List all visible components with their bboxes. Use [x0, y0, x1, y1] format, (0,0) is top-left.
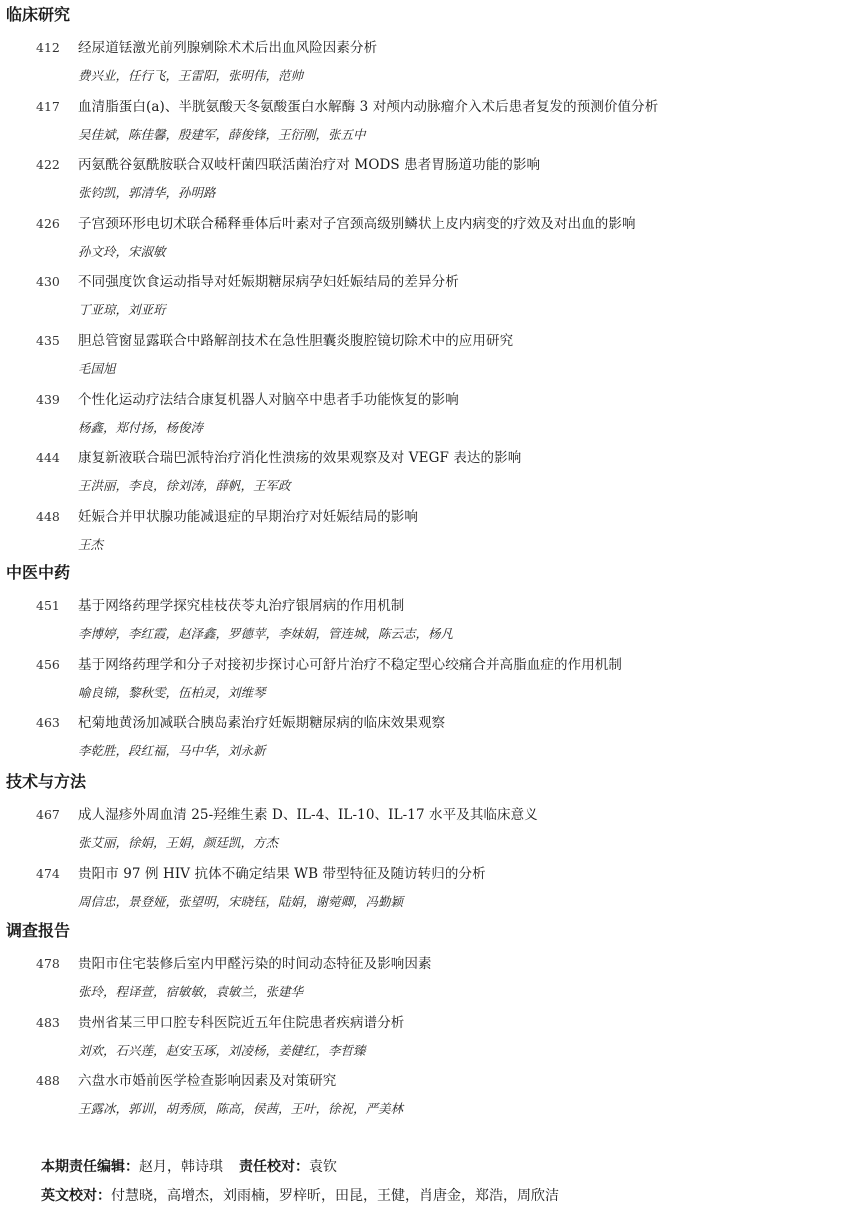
article-authors: 张艾丽，徐娟，王娟，颜廷凯，方杰 — [78, 835, 279, 850]
proofreader-label: 责任校对： — [239, 1159, 309, 1175]
article-title[interactable]: 妊娠合并甲状腺功能减退症的早期治疗对妊娠结局的影响 — [78, 508, 418, 525]
article-authors: 费兴业，任行飞，王雷阳，张明伟，范帅 — [78, 68, 304, 83]
article-title[interactable]: 个性化运动疗法结合康复机器人对脑卒中患者手功能恢复的影响 — [78, 391, 459, 408]
editor-label: 本期责任编辑： — [41, 1159, 139, 1175]
english-proof-label: 英文校对： — [41, 1188, 111, 1204]
article-title[interactable]: 六盘水市婚前医学检查影响因素及对策研究 — [78, 1073, 337, 1090]
article-authors: 杨鑫，郑付扬，杨俊涛 — [78, 419, 204, 435]
article-entry[interactable] — [0, 37, 857, 93]
article-title[interactable]: 康复新液联合瑞巴派特治疗消化性溃疡的效果观察及对 VEGF 表达的影响 — [78, 450, 522, 467]
article-title[interactable]: 成人湿疹外周血清 25-羟维生素 D、IL-4、IL-10、IL-17 水平及其临床意义 — [78, 807, 538, 823]
article-title[interactable]: 丙氨酰谷氨酰胺联合双岐杆菌四联活菌治疗对 MODS 患者胃肠道功能的影响 — [78, 157, 541, 174]
page-number: 463 — [36, 715, 60, 731]
article-title[interactable]: 基于网络药理学探究桂枝茯苓丸治疗银屑病的作用机制 — [78, 598, 405, 614]
page-number: 417 — [36, 98, 60, 114]
page-number: 422 — [36, 157, 60, 173]
page-number: 412 — [36, 40, 60, 55]
article-entry[interactable] — [0, 96, 857, 152]
article-title[interactable]: 贵阳市住宅装修后室内甲醛污染的时间动态特征及影响因素 — [78, 956, 432, 972]
article-authors: 张钧凯，郭清华，孙明路 — [78, 185, 216, 201]
article-title[interactable]: 子宫颈环形电切术联合稀释垂体后叶素对子宫颈高级别鳞状上皮内病变的疗效及对出血的影响 — [78, 215, 636, 232]
page-number: 430 — [36, 274, 60, 290]
section-heading: 技术与方法 — [6, 772, 87, 791]
page-number: 439 — [36, 391, 60, 407]
article-authors: 王露冰，郭训，胡秀颀，陈高，侯茜，王叶，徐祝，严美林 — [78, 1101, 404, 1117]
article-entry[interactable] — [0, 595, 857, 651]
article-title[interactable]: 杞菊地黄汤加减联合胰岛素治疗妊娠期糖尿病的临床效果观察 — [78, 715, 446, 732]
section-heading: 临床研究 — [6, 5, 71, 24]
page-number: 444 — [36, 450, 60, 466]
article-title[interactable]: 血清脂蛋白(a)、半胱氨酸天冬氨酸蛋白水解酶 3 对颅内动脉瘤介入术后患者复发的预测价值分析 — [78, 98, 659, 115]
article-authors: 喻良锦，黎秋雯，伍柏灵，刘维琴 — [78, 684, 266, 700]
article-title[interactable]: 贵阳市 97 例 HIV 抗体不确定结果 WB 带型特征及随访转归的分析 — [78, 865, 486, 882]
english-proof-credits — [41, 1185, 559, 1207]
english-proof-names: 付慧晓，高增杰，刘雨楠，罗梓昕，田昆，王健，肖唐金，郑浩，周欣洁 — [111, 1188, 559, 1204]
article-entry[interactable] — [0, 154, 857, 210]
article-authors: 孙文玲，宋淑敏 — [78, 243, 166, 259]
page-number: 448 — [36, 508, 60, 524]
page-number: 478 — [36, 956, 60, 971]
article-entry[interactable] — [0, 1070, 857, 1126]
article-title[interactable]: 贵州省某三甲口腔专科医院近五年住院患者疾病谱分析 — [78, 1014, 405, 1031]
article-entry[interactable] — [0, 447, 857, 503]
article-entry[interactable] — [0, 389, 857, 445]
page-number: 435 — [36, 333, 60, 348]
page-number: 483 — [36, 1014, 60, 1030]
article-entry[interactable] — [0, 1012, 857, 1068]
editor-credits — [41, 1156, 337, 1178]
page-number: 456 — [36, 656, 60, 672]
article-title[interactable]: 基于网络药理学和分子对接初步探讨心可舒片治疗不稳定型心绞痛合并高脂血症的作用机制 — [78, 656, 622, 673]
page-number: 467 — [36, 807, 60, 822]
article-entry[interactable] — [0, 654, 857, 710]
article-title[interactable]: 经尿道铥激光前列腺剜除术术后出血风险因素分析 — [78, 40, 378, 56]
article-authors: 张玲，程译萱，宿敏敏，袁敏兰，张建华 — [78, 984, 304, 999]
proofreader-names: 袁钦 — [309, 1159, 337, 1175]
article-authors: 吴佳斌，陈佳馨，殷建军，薛俊锋，王衍刚，张五中 — [78, 126, 366, 142]
section-heading: 调查报告 — [6, 921, 71, 940]
article-entry[interactable] — [0, 271, 857, 327]
editor-names: 赵月，韩诗琪 — [139, 1159, 223, 1175]
article-authors: 丁亚琼，刘亚珩 — [78, 302, 166, 318]
article-entry[interactable] — [0, 863, 857, 919]
article-entry[interactable] — [0, 804, 857, 860]
article-entry[interactable] — [0, 712, 857, 768]
article-authors: 李博婷，李红霞，赵泽鑫，罗德苹，李妹娟，管连城，陈云志，杨凡 — [78, 626, 454, 641]
section-heading: 中医中药 — [6, 563, 71, 582]
article-authors: 王洪丽，李良，徐刘涛，薛帆，王军政 — [78, 478, 291, 494]
article-authors: 刘欢，石兴莲，赵安玉琢，刘凌杨，姜健红，李哲臻 — [78, 1042, 366, 1058]
article-title[interactable]: 不同强度饮食运动指导对妊娠期糖尿病孕妇妊娠结局的差异分析 — [78, 274, 459, 291]
page-number: 426 — [36, 215, 60, 231]
article-entry[interactable] — [0, 506, 857, 562]
article-authors: 毛国旭 — [78, 361, 116, 376]
article-authors: 李乾胜，段红福，马中华，刘永新 — [78, 743, 266, 759]
article-entry[interactable] — [0, 213, 857, 269]
page-number: 474 — [36, 865, 60, 881]
article-entry[interactable] — [0, 330, 857, 386]
article-authors: 周信忠，景登娅，张望明，宋晓钰，陆娟，谢菀卿，冯勤颖 — [78, 893, 404, 909]
page-number: 488 — [36, 1073, 60, 1089]
page-number: 451 — [36, 598, 60, 613]
article-authors: 王杰 — [78, 536, 104, 552]
article-entry[interactable] — [0, 953, 857, 1009]
article-title[interactable]: 胆总管窗显露联合中路解剖技术在急性胆囊炎腹腔镜切除术中的应用研究 — [78, 333, 514, 349]
